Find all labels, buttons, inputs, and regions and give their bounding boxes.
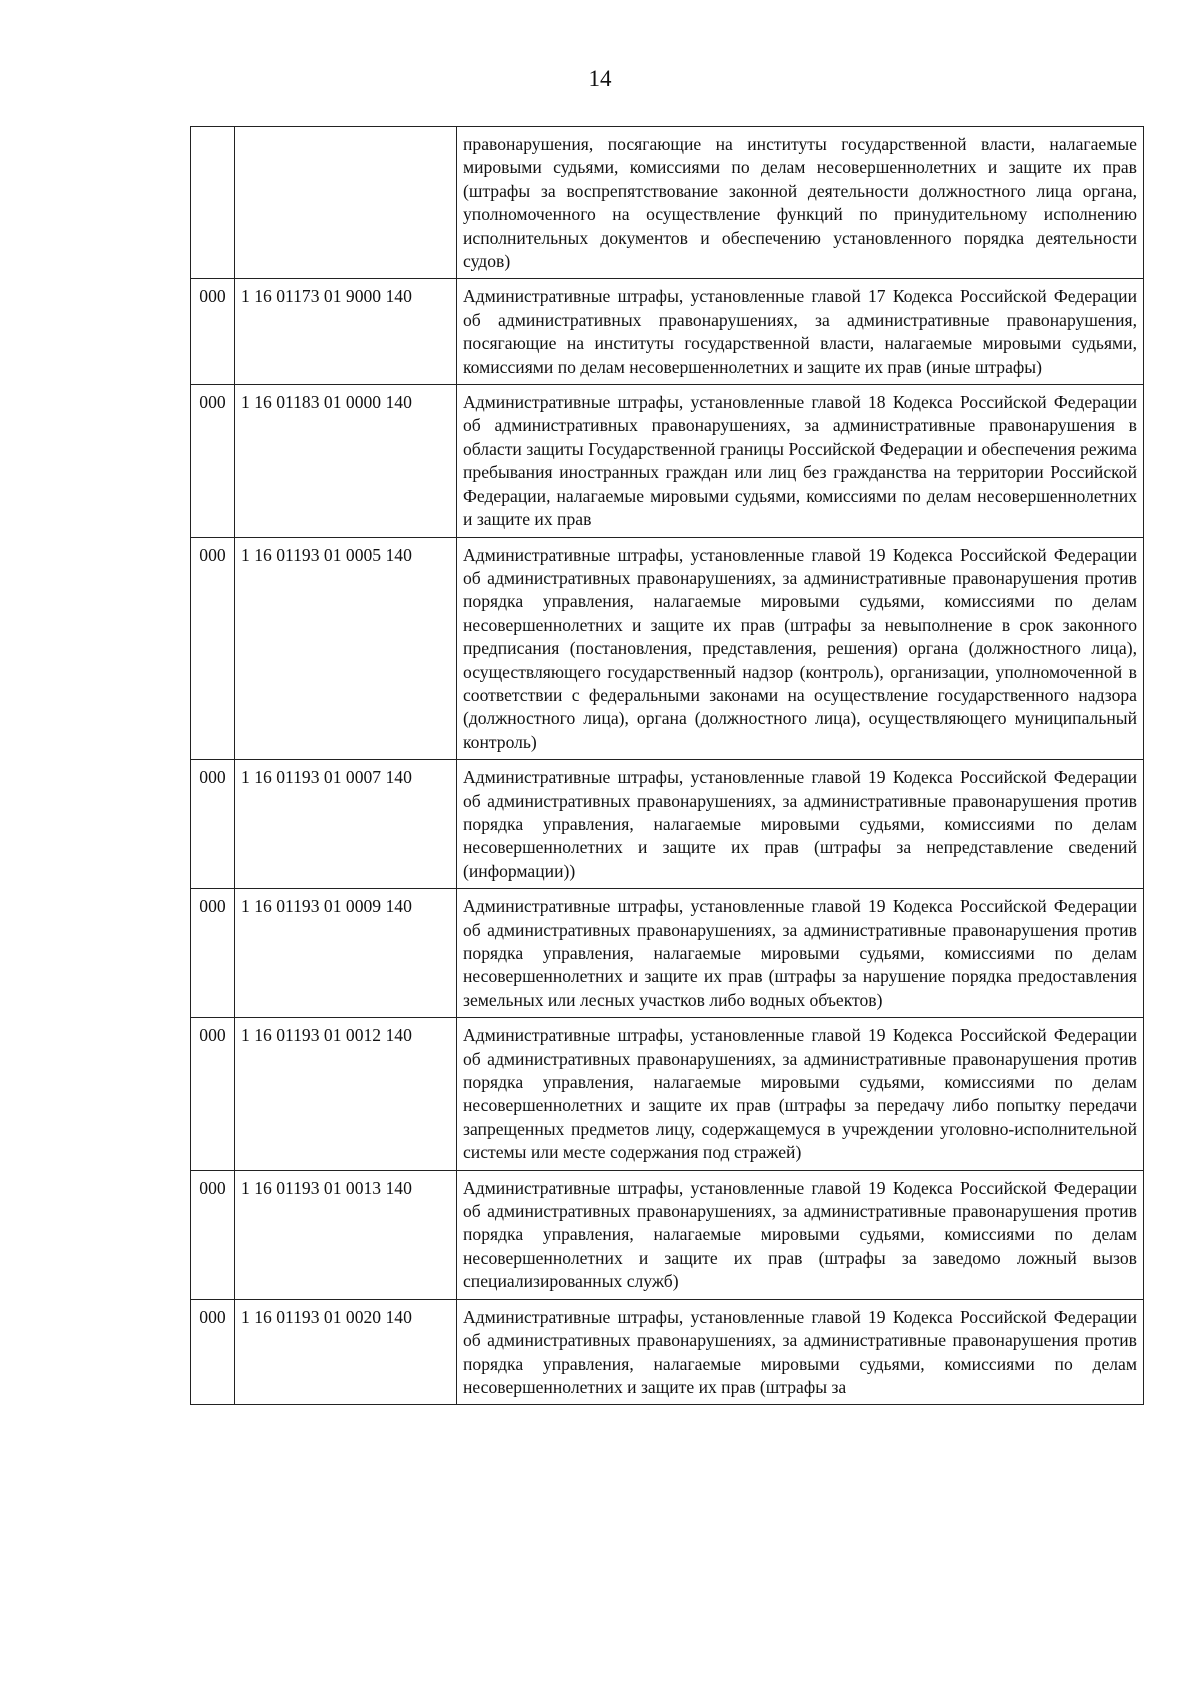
income-code-cell: 1 16 01193 01 0013 140 [235,1170,457,1299]
admin-code-cell: 000 [191,889,235,1018]
description-cell: Административные штрафы, установленные главой 19 Кодекса Российской Федерации об административных правонарушениях, за административные правонарушения против порядка управления, налагаемые мировыми судьями, комиссиями по делам несовершеннолетних и защите их прав (штрафы за [457,1299,1144,1405]
table-row [191,279,1144,385]
income-code-cell [235,127,457,279]
description-cell: Административные штрафы, установленные главой 19 Кодекса Российской Федерации об административных правонарушениях, за административные правонарушения против порядка управления, налагаемые мировыми судьями, комиссиями по делам несовершеннолетних и защите их прав (штрафы за непредставление сведений (информации)) [457,760,1144,889]
description-cell: Административные штрафы, установленные главой 19 Кодекса Российской Федерации об административных правонарушениях, за административные правонарушения против порядка управления, налагаемые мировыми судьями, комиссиями по делам несовершеннолетних и защите их прав (штрафы за невыполнение в срок законного предписания (постановления, представления, решения) органа (должностного лица), осуществляющего государственный надзор (контроль), организации, уполномоченной в соответствии с федеральными законами на осуществление государственного надзора (должностного лица), органа (должностного лица), осуществляющего муниципальный контроль) [457,537,1144,760]
admin-code-cell: 000 [191,537,235,760]
income-codes-table [190,126,1144,1405]
table-row [191,760,1144,889]
admin-code-cell: 000 [191,385,235,537]
description-cell: Административные штрафы, установленные главой 19 Кодекса Российской Федерации об административных правонарушениях, за административные правонарушения против порядка управления, налагаемые мировыми судьями, комиссиями по делам несовершеннолетних и защите их прав (штрафы за нарушение порядка предоставления земельных или лесных участков либо водных объектов) [457,889,1144,1018]
income-code-cell: 1 16 01193 01 0005 140 [235,537,457,760]
description-cell: Административные штрафы, установленные главой 18 Кодекса Российской Федерации об административных правонарушениях, за административные правонарушения в области защиты Государственной границы Российской Федерации и обеспечения режима пребывания иностранных граждан или лиц без гражданства на территории Российской Федерации, налагаемые мировыми судьями, комиссиями по делам несовершеннолетних и защите их прав [457,385,1144,537]
description-cell: правонарушения, посягающие на институты государственной власти, налагаемые мировыми судьями, комиссиями по делам несовершеннолетних и защите их прав (штрафы за воспрепятствование законной деятельности должностного лица органа, уполномоченного на осуществление функций по принудительному исполнению исполнительных документов и обеспечению установленного порядка деятельности судов) [457,127,1144,279]
admin-code-cell: 000 [191,279,235,385]
table-row [191,537,1144,760]
admin-code-cell [191,127,235,279]
description-cell: Административные штрафы, установленные главой 17 Кодекса Российской Федерации об административных правонарушениях, за административные правонарушения, посягающие на институты государственной власти, налагаемые мировыми судьями, комиссиями по делам несовершеннолетних и защите их прав (иные штрафы) [457,279,1144,385]
income-code-cell: 1 16 01193 01 0007 140 [235,760,457,889]
description-cell: Административные штрафы, установленные главой 19 Кодекса Российской Федерации об административных правонарушениях, за административные правонарушения против порядка управления, налагаемые мировыми судьями, комиссиями по делам несовершеннолетних и защите их прав (штрафы за передачу либо попытку передачи запрещенных предметов лицу, содержащемуся в учреждении уголовно-исполнительной системы или месте содержания под стражей) [457,1018,1144,1170]
description-cell: Административные штрафы, установленные главой 19 Кодекса Российской Федерации об административных правонарушениях, за административные правонарушения против порядка управления, налагаемые мировыми судьями, комиссиями по делам несовершеннолетних и защите их прав (штрафы за заведомо ложный вызов специализированных служб) [457,1170,1144,1299]
table-row [191,1170,1144,1299]
table-row [191,889,1144,1018]
table-row [191,127,1144,279]
admin-code-cell: 000 [191,1018,235,1170]
admin-code-cell: 000 [191,760,235,889]
income-code-cell: 1 16 01183 01 0000 140 [235,385,457,537]
income-code-cell: 1 16 01193 01 0020 140 [235,1299,457,1405]
table-row [191,1018,1144,1170]
admin-code-cell: 000 [191,1299,235,1405]
table-row [191,385,1144,537]
income-code-cell: 1 16 01193 01 0012 140 [235,1018,457,1170]
admin-code-cell: 000 [191,1170,235,1299]
income-code-cell: 1 16 01173 01 9000 140 [235,279,457,385]
table-row [191,1299,1144,1405]
page-number: 14 [588,66,612,91]
income-code-cell: 1 16 01193 01 0009 140 [235,889,457,1018]
